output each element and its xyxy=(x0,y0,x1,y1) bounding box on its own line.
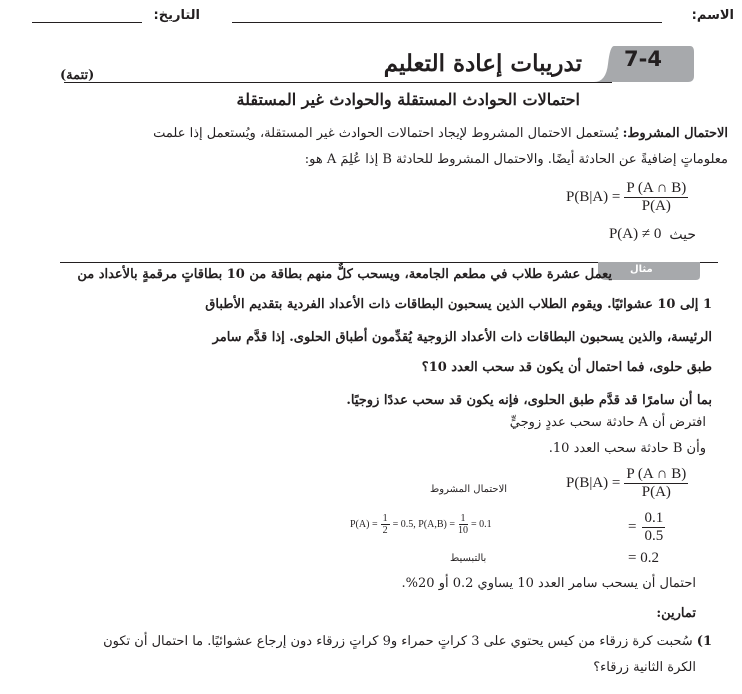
step1-fraction xyxy=(624,466,688,500)
example-line-4: طبق حلوى، فما احتمال أن يكون قد سحب العدد 10؟ xyxy=(421,360,712,375)
name-line[interactable] xyxy=(232,22,662,23)
step2-note-frac1-den: 2 xyxy=(382,525,388,536)
definition-term: الاحتمال المشروط: xyxy=(622,126,728,141)
step2-note-mid: = 0.5, P(A,B) = xyxy=(392,519,455,530)
assume-line-2: وأن B حادثة سحب العدد 10. xyxy=(548,441,706,456)
step2-note-frac2-den: 10 xyxy=(458,525,468,536)
page-title: تدريبات إعادة التعليم xyxy=(383,50,582,77)
definition-line-1 xyxy=(28,121,728,147)
step1-note: الاحتمال المشروط xyxy=(430,484,508,495)
exercise-number: 1) xyxy=(696,634,712,649)
step2-note-frac1-num: 1 xyxy=(382,513,388,524)
step2-denominator: 0.5 xyxy=(644,527,664,544)
example-line-3: الرئيسة، والذين يسحبون البطاقات ذات الأعداد الزوجية يُقدِّمون أطباق الحلوى. إذا قدَّم سامر xyxy=(212,330,712,345)
condition-text: حيث xyxy=(669,226,696,243)
assume-line-1: افترض أن A حادثة سحب عددٍ زوجيٍّ xyxy=(509,415,706,430)
step2-fraction xyxy=(642,510,665,544)
date-line[interactable] xyxy=(32,22,142,23)
banner-rule xyxy=(64,82,612,83)
definition-formula xyxy=(566,180,688,214)
formula-fraction xyxy=(624,180,688,214)
step2-note-frac2 xyxy=(458,513,468,536)
exercise-line-2: الكرة الثانية زرقاء؟ xyxy=(593,660,696,675)
page-subtitle: احتمالات الحوادث المستقلة والحوادث غير المستقلة xyxy=(236,90,580,109)
conclusion-text: احتمال أن يسحب سامر العدد 10 يساوي 0.2 أو 20%. xyxy=(401,576,696,591)
step1-numerator: P (A ∩ B) xyxy=(626,466,687,482)
step2-note-end: = 0.1 xyxy=(471,519,492,530)
step2-note-pre: P(A) = xyxy=(350,519,378,530)
step1-formula xyxy=(566,466,688,500)
example-tag-label: مثال xyxy=(630,264,653,275)
step2-formula xyxy=(628,510,665,544)
step3-note: بالتبسيط xyxy=(450,553,487,564)
step2-note-frac1 xyxy=(381,513,390,536)
definition-condition xyxy=(609,226,696,243)
formula-denominator: P(A) xyxy=(641,197,671,214)
step2-note xyxy=(350,513,492,536)
example-line-2: 1 إلى 10 عشوائيًا. ويقوم الطلاب الذين يسحبون البطاقات ذات الأعداد الفردية بتقديم الأطباق xyxy=(205,297,712,312)
exercise-item-1 xyxy=(12,629,712,655)
formula-numerator: P (A ∩ B) xyxy=(626,180,687,196)
continued-label: (تتمة) xyxy=(60,68,95,83)
step3-result: = 0.2 xyxy=(628,550,659,566)
step2-note-frac2-num: 1 xyxy=(460,513,466,524)
step1-denominator: P(A) xyxy=(641,483,671,500)
exercises-title: تمارين: xyxy=(656,606,696,621)
example-line-1: يعمل عشرة طلاب في مطعم الجامعة، ويسحب كلٌّ منهم بطاقة من 10 بطاقاتٍ مرقمةٍ بالأعداد من xyxy=(77,267,612,282)
lesson-number: 7-4 xyxy=(624,47,662,71)
definition-text-1: يُستعمل الاحتمال المشروط لإيجاد احتمالات الحوادث غير المستقلة، ويُستعمل إذا علمت xyxy=(153,126,619,141)
name-label: الاسم: xyxy=(691,8,734,23)
exercise-line-1: سُحبت كرة زرقاء من كيس يحتوي على 3 كراتٍ حمراء و9 كراتٍ زرقاء دون إرجاع عشوائيًا. ما احتمال أن تكون xyxy=(103,634,693,649)
step2-numerator: 0.1 xyxy=(644,510,664,526)
formula-lhs: P(B|A) = xyxy=(566,188,621,205)
date-label: التاريخ: xyxy=(153,8,200,23)
example-line-5: بما أن سامرًا قد قدَّم طبق الحلوى، فإنه يكون قد سحب عددًا زوجيًا. xyxy=(346,393,712,408)
definition-text-2: معلوماتٍ إضافيةً عن الحادثة أيضًا. والاحتمال المشروط للحادثة B إذا عُلِمَ A هو: xyxy=(304,152,728,167)
step2-eq: = xyxy=(628,518,637,535)
condition-math: P(A) ≠ 0 xyxy=(608,226,662,242)
step1-lhs: P(B|A) = xyxy=(566,474,621,491)
